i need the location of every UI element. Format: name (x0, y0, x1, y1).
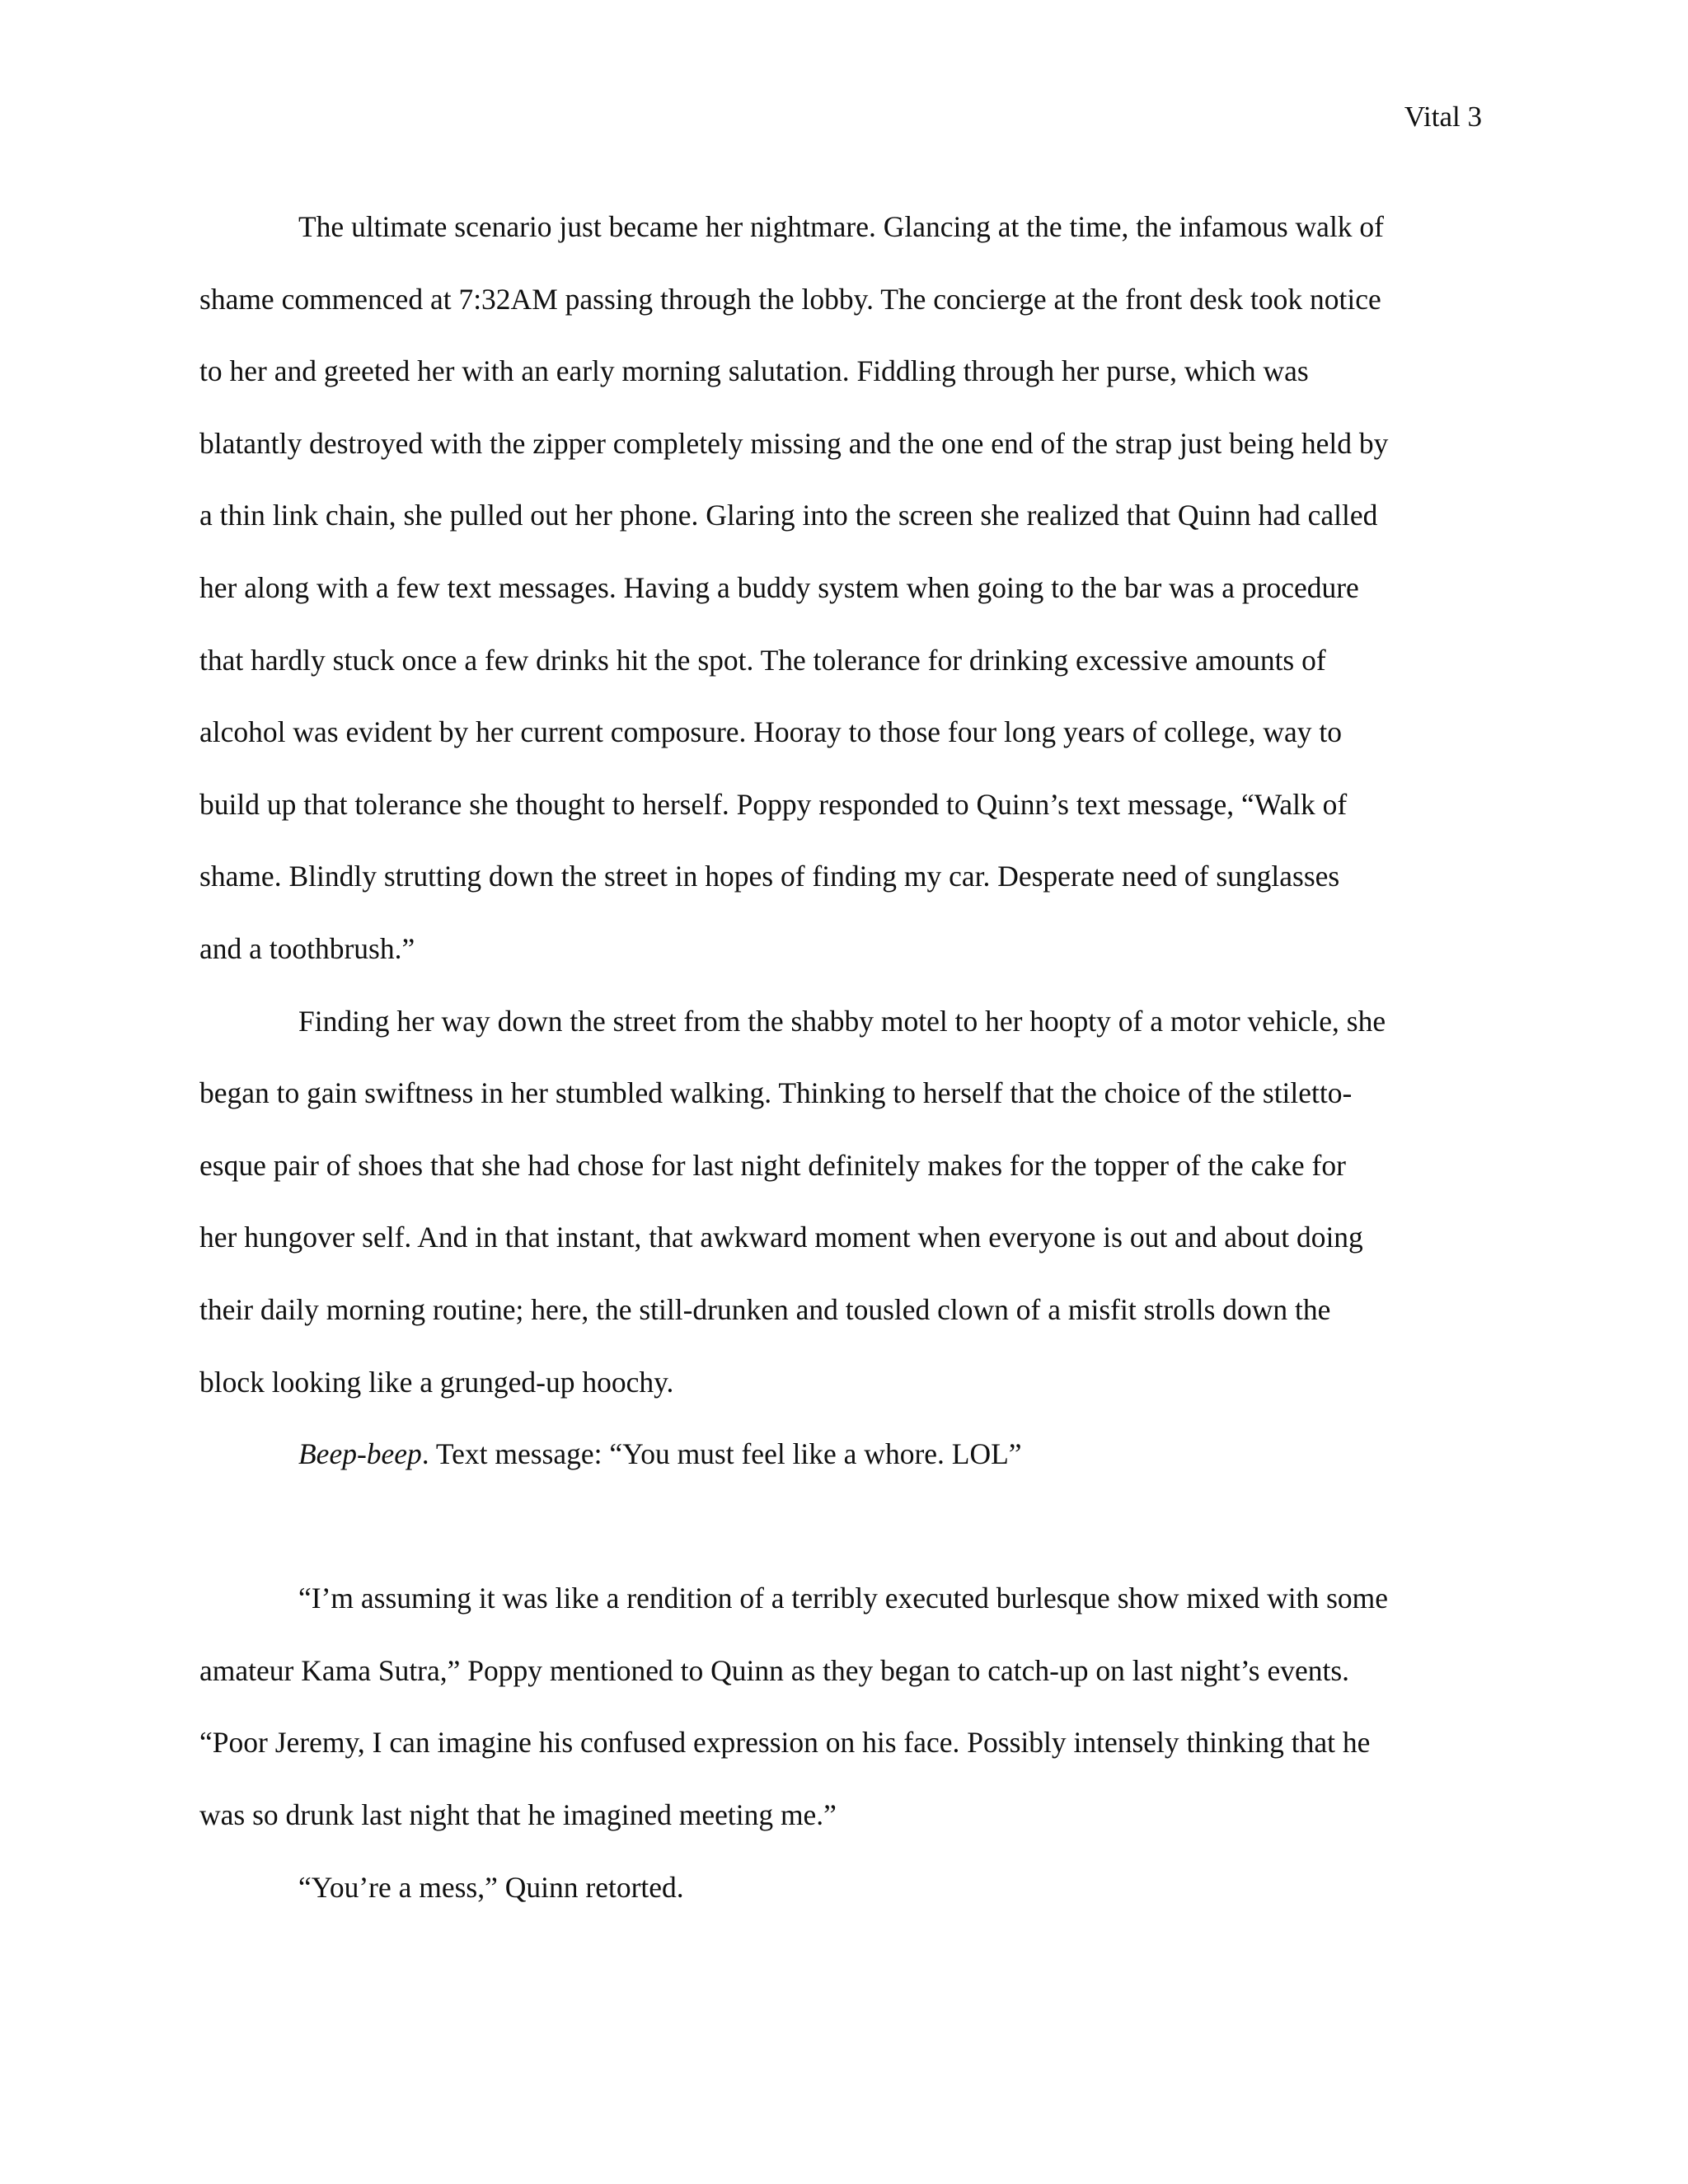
text-message-line: . Text message: “You must feel like a whore. LOL” (421, 1437, 1022, 1471)
document-body (199, 191, 1484, 1924)
paragraph-2 (199, 986, 1484, 1419)
text-line: alcohol was evident by her current composure. Hooray to those four long years of college, way to (199, 715, 1343, 749)
text-line: “Poor Jeremy, I can imagine his confused expression on his face. Possibly intensely thinking that he (199, 1726, 1371, 1760)
text-line: a thin link chain, she pulled out her phone. Glaring into the screen she realized that Quinn had called (199, 499, 1378, 532)
text-line: and a toothbrush.” (199, 931, 415, 965)
paragraph-1 (199, 191, 1484, 986)
text-line: their daily morning routine; here, the still-drunken and tousled clown of a misfit strolls down the (199, 1292, 1331, 1326)
text-line: began to gain swiftness in her stumbled walking. Thinking to herself that the choice of the stiletto- (199, 1076, 1353, 1110)
italic-sound-effect: Beep-beep (298, 1437, 422, 1471)
text-line: The ultimate scenario just became her nightmare. Glancing at the time, the infamous walk of (298, 210, 1385, 243)
text-line: her along with a few text messages. Having a buddy system when going to the bar was a procedure (199, 570, 1359, 604)
paragraph-5 (199, 1852, 1484, 1924)
text-line: that hardly stuck once a few drinks hit the spot. The tolerance for drinking excessive amounts of (199, 643, 1326, 677)
text-line: block looking like a grunged-up hoochy. (199, 1365, 674, 1399)
text-line: “I’m assuming it was like a rendition of a terribly executed burlesque show mixed with some (298, 1582, 1389, 1615)
text-line: to her and greeted her with an early morning salutation. Fiddling through her purse, which was (199, 354, 1309, 388)
text-line: Finding her way down the street from the shabby motel to her hoopty of a motor vehicle, she (298, 1004, 1386, 1038)
text-line: blatantly destroyed with the zipper completely missing and the one end of the strap just being held by (199, 426, 1389, 460)
text-line: shame commenced at 7:32AM passing through the lobby. The concierge at the front desk took notice (199, 282, 1381, 316)
page-header (1404, 97, 1482, 137)
text-line: amateur Kama Sutra,” Poppy mentioned to Quinn as they began to catch-up on last night’s events. (199, 1653, 1350, 1687)
paragraph-4 (199, 1563, 1484, 1851)
text-line: was so drunk last night that he imagined meeting me.” (199, 1798, 837, 1832)
text-line (199, 1418, 1484, 1491)
text-line: esque pair of shoes that she had chose for last night definitely makes for the topper of the cake for (199, 1148, 1346, 1182)
text-line: build up that tolerance she thought to herself. Poppy responded to Quinn’s text message, “Walk of (199, 787, 1348, 821)
text-line: her hungover self. And in that instant, that awkward moment when everyone is out and about doing (199, 1221, 1363, 1254)
blank-line-gap (199, 1491, 1484, 1563)
paragraph-3 (199, 1418, 1484, 1491)
text-line: shame. Blindly strutting down the street in hopes of finding my car. Desperate need of sunglasses (199, 860, 1340, 893)
page-number-label: Vital 3 (1404, 101, 1482, 133)
text-line: “You’re a mess,” Quinn retorted. (298, 1870, 684, 1904)
